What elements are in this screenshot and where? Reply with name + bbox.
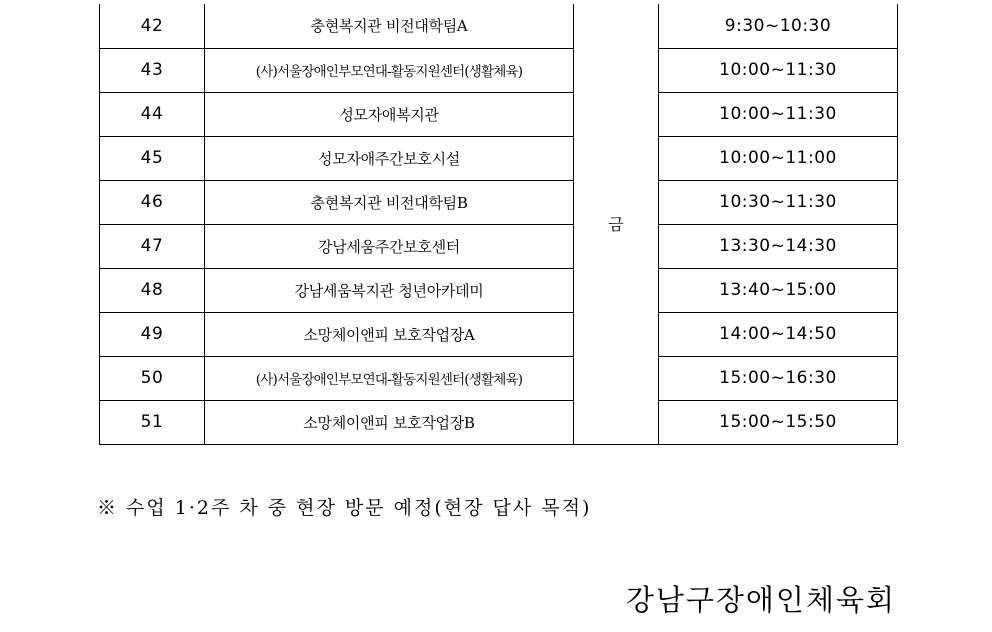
time-slot: 15:00~15:50 [659, 400, 898, 444]
organization-name: 소망체이앤피 보호작업장A [205, 312, 574, 356]
time-slot: 10:00~11:00 [659, 136, 898, 180]
organization-name: (사)서울장애인부모연대-활동지원센터(생활체육) [205, 356, 574, 400]
schedule-body [100, 4, 898, 444]
time-slot: 13:30~14:30 [659, 224, 898, 268]
table-row [100, 136, 898, 180]
organization-name: 강남세움주간보호센터 [205, 224, 574, 268]
time-slot: 14:00~14:50 [659, 312, 898, 356]
table-row [100, 180, 898, 224]
organization-name: 충현복지관 비전대학팀B [205, 180, 574, 224]
time-slot: 10:30~11:30 [659, 180, 898, 224]
time-slot: 10:00~11:30 [659, 48, 898, 92]
row-number: 43 [100, 48, 205, 92]
organization-name: 충현복지관 비전대학팀A [205, 4, 574, 48]
row-number: 50 [100, 356, 205, 400]
table-row [100, 48, 898, 92]
organization-name: 강남세움복지관 청년아카데미 [205, 268, 574, 312]
row-number: 47 [100, 224, 205, 268]
time-slot: 13:40~15:00 [659, 268, 898, 312]
table-row [100, 268, 898, 312]
row-number: 44 [100, 92, 205, 136]
table-row [100, 4, 898, 48]
time-slot: 15:00~16:30 [659, 356, 898, 400]
row-number: 42 [100, 4, 205, 48]
time-slot: 9:30~10:30 [659, 4, 898, 48]
schedule-table [99, 4, 898, 445]
organization-name: 성모자애복지관 [205, 92, 574, 136]
row-number: 46 [100, 180, 205, 224]
organization-name: (사)서울장애인부모연대-활동지원센터(생활체육) [205, 48, 574, 92]
row-number: 51 [100, 400, 205, 444]
table-row [100, 356, 898, 400]
organization-signature: 강남구장애인체육회 [625, 583, 896, 617]
row-number: 48 [100, 268, 205, 312]
visit-note: ※ 수업 1·2주 차 중 현장 방문 예정(현장 답사 목적) [97, 497, 592, 519]
time-slot: 10:00~11:30 [659, 92, 898, 136]
table-row [100, 312, 898, 356]
table-row [100, 92, 898, 136]
organization-name: 성모자애주간보호시설 [205, 136, 574, 180]
row-number: 49 [100, 312, 205, 356]
row-number: 45 [100, 136, 205, 180]
day-of-week: 금 [574, 4, 659, 444]
table-row [100, 400, 898, 444]
organization-name: 소망체이앤피 보호작업장B [205, 400, 574, 444]
table-row [100, 224, 898, 268]
